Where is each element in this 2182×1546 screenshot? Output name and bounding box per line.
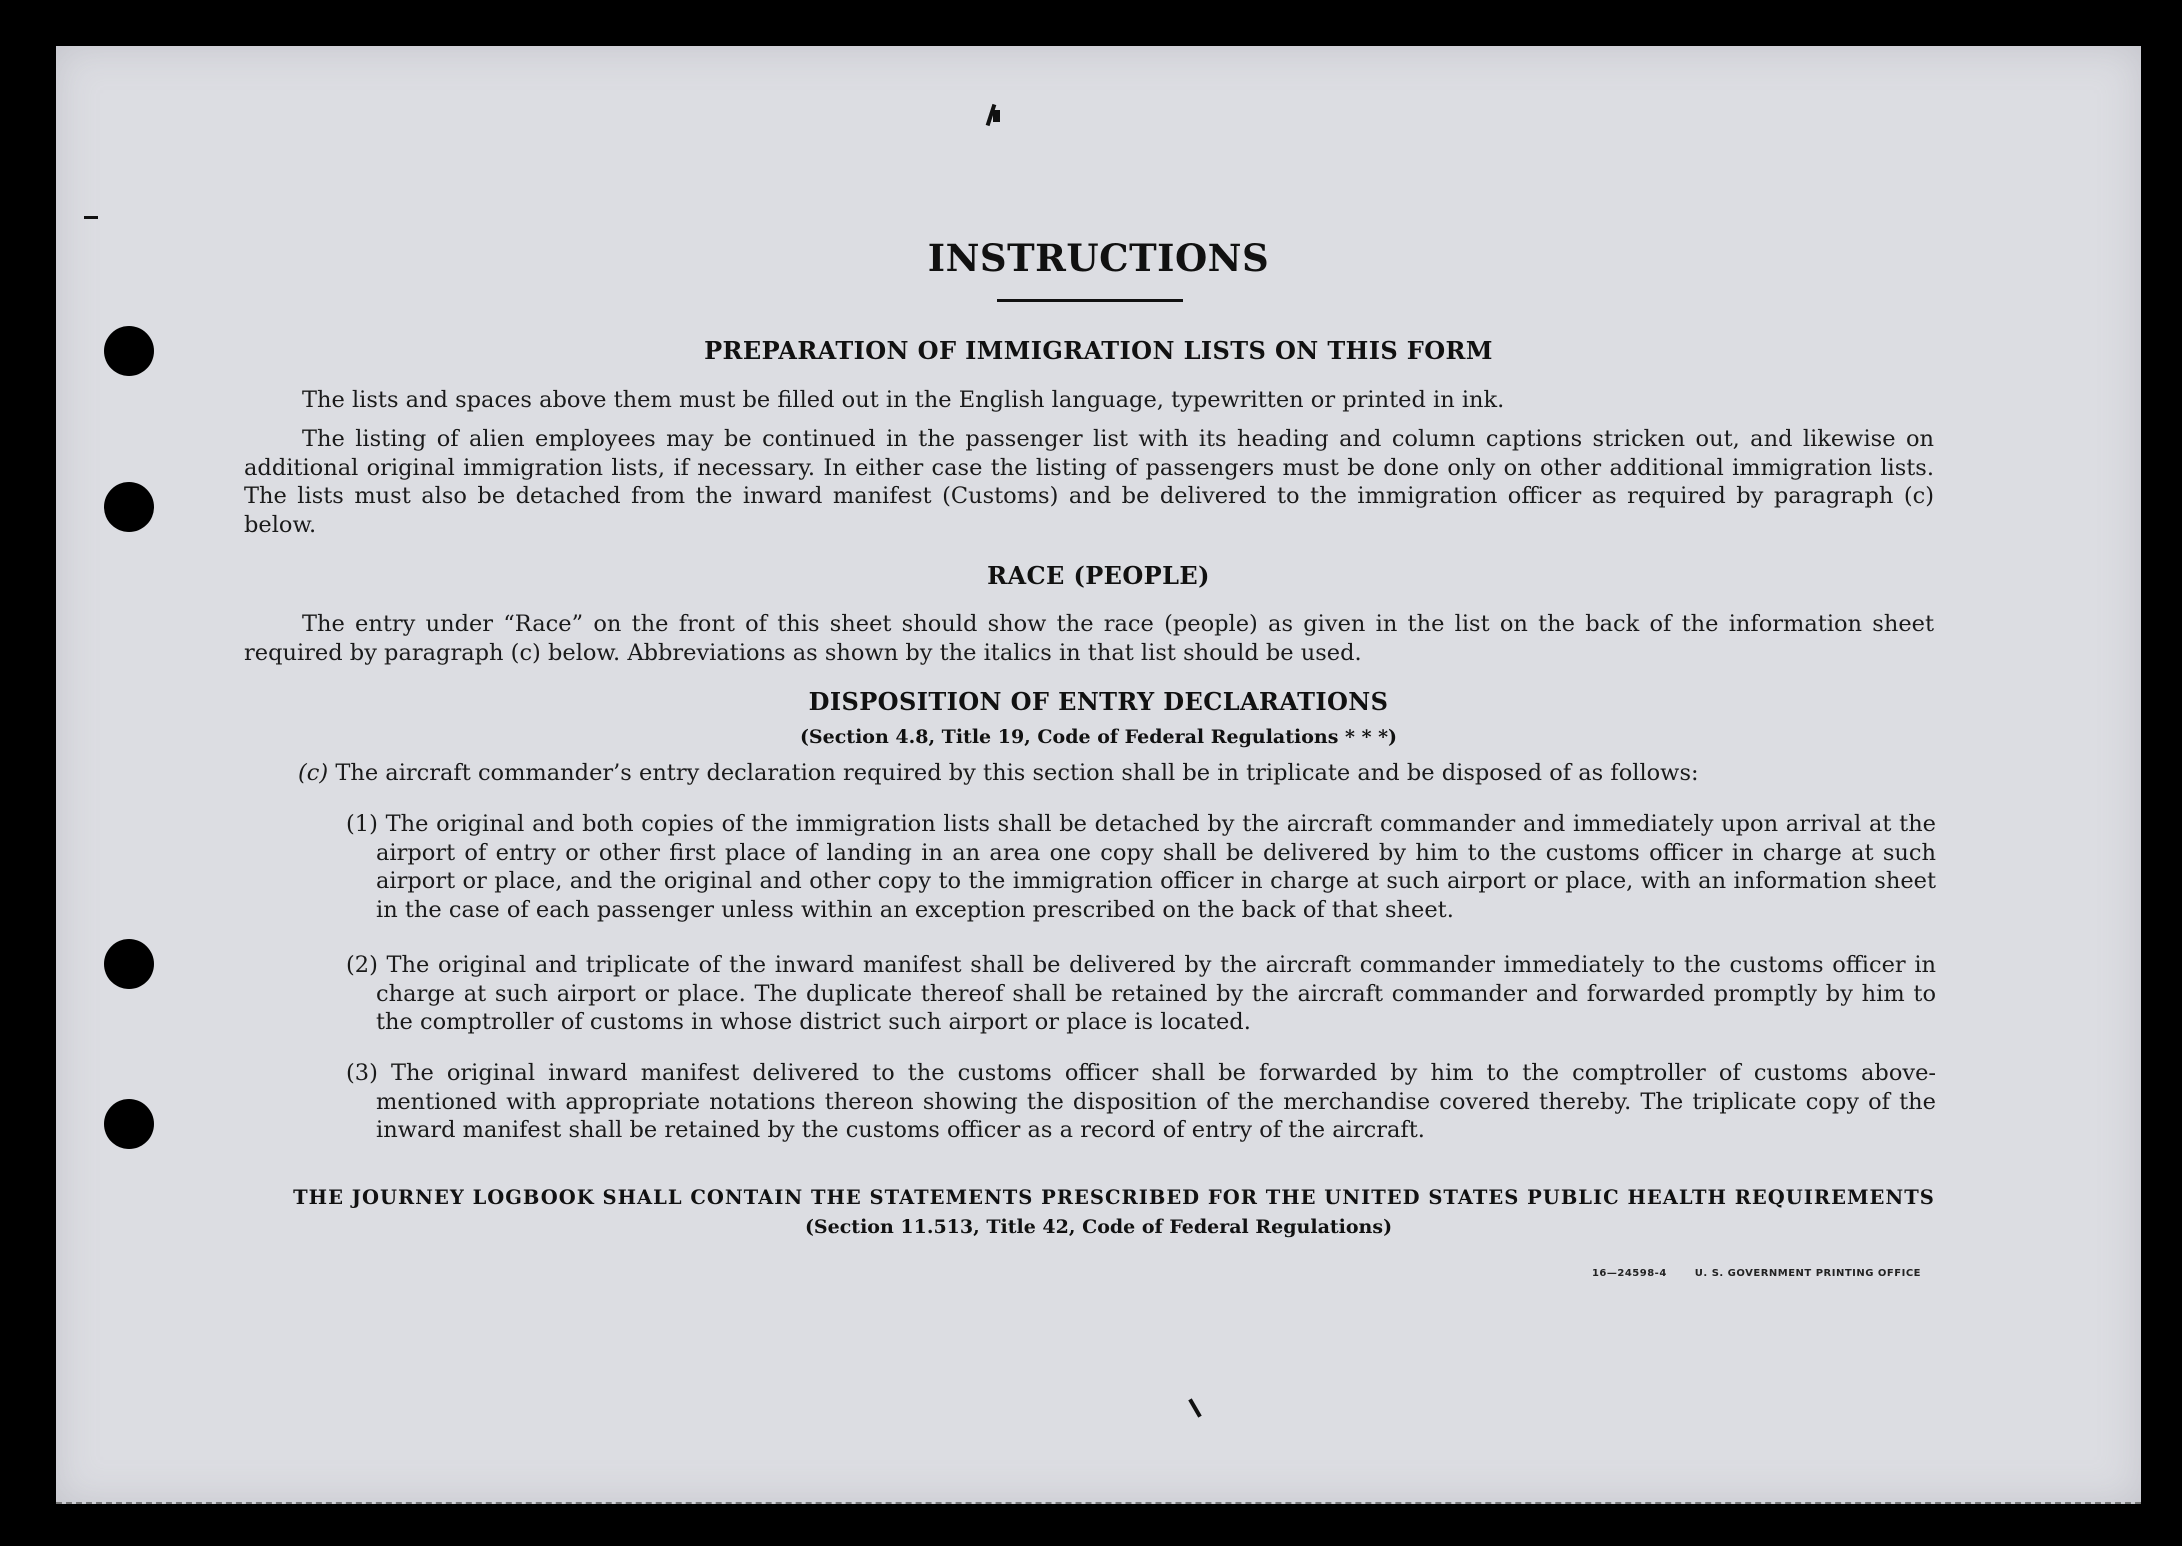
disposition-citation: (Section 4.8, Title 19, Code of Federal Regulations * * *) xyxy=(799,726,1398,748)
disposition-item-2-label: (2) xyxy=(346,952,378,978)
health-requirements-statement: THE JOURNEY LOGBOOK SHALL CONTAIN THE STATEMENTS PRESCRIBED FOR THE UNITED STATES PUBLIC HEALTH REQUIREMENTS xyxy=(293,1186,1935,1209)
preparation-paragraph-1 xyxy=(244,386,1934,415)
preparation-paragraph-1-text: The lists and spaces above them must be filled out in the English language, typewritten or printed in ink. xyxy=(302,387,1505,413)
preparation-paragraph-2 xyxy=(244,425,1934,539)
disposition-heading: DISPOSITION OF ENTRY DECLARATIONS xyxy=(808,687,1389,716)
punch-hole xyxy=(104,482,154,532)
preparation-paragraph-2-text: The listing of alien employees may be continued in the passenger list with its heading and column captions stricken out, and likewise on additional original immigration lists, if necessary. In either case the listing of passengers must be done only on other additional immigration lists. The lists must also be detached from the inward manifest (Customs) and be delivered to the immigration officer as required by paragraph (c) below. xyxy=(244,426,1934,538)
disposition-item-2-text: The original and triplicate of the inward manifest shall be delivered by the aircraft commander immediately to the customs officer in charge at such airport or place. The duplicate thereof shall be retained by the aircraft commander and forwarded promptly by him to the comptroller of customs in whose district such airport or place is located. xyxy=(376,952,1937,1035)
disposition-item-3-text: The original inward manifest delivered to the customs officer shall be forwarded by him to the comptroller of customs above-mentioned with appropriate notations thereon showing the disposition of the merchandise covered thereby. The triplicate copy of the inward manifest shall be retained by the customs officer as a record of entry of the aircraft. xyxy=(376,1060,1936,1143)
form-number: 16—24598‑4 xyxy=(1591,1268,1667,1279)
disposition-intro-text: The aircraft commander’s entry declaration required by this section shall be in triplicate and be disposed of as follows: xyxy=(335,760,1699,786)
printer-imprint xyxy=(1592,1268,1921,1279)
disposition-intro xyxy=(298,759,1934,788)
health-requirements-citation: (Section 11.513, Title 42, Code of Federal Regulations) xyxy=(804,1216,1393,1238)
race-paragraph xyxy=(244,610,1934,667)
race-heading: RACE (PEOPLE) xyxy=(987,561,1210,590)
scan-speck xyxy=(1188,1398,1201,1417)
printer-name: U. S. GOVERNMENT PRINTING OFFICE xyxy=(1694,1268,1921,1279)
race-paragraph-text: The entry under “Race” on the front of this sheet should show the race (people) as given in the list on the back of the information sheet required by paragraph (c) below. Abbreviations as shown by the italics in that list should be used. xyxy=(244,611,1934,666)
punch-hole xyxy=(104,1099,154,1149)
disposition-intro-label: (c) xyxy=(298,760,329,786)
disposition-item-2 xyxy=(346,951,1936,1037)
preparation-heading: PREPARATION OF IMMIGRATION LISTS ON THIS FORM xyxy=(704,336,1493,365)
disposition-item-1-label: (1) xyxy=(346,811,378,837)
scan-speck xyxy=(84,216,98,219)
title-underline xyxy=(997,299,1183,302)
document-sheet xyxy=(56,46,2141,1504)
disposition-item-3-label: (3) xyxy=(346,1060,378,1086)
disposition-item-3 xyxy=(346,1059,1936,1145)
disposition-item-1-text: The original and both copies of the immigration lists shall be detached by the aircraft commander and immediately upon arrival at the airport of entry or other first place of landing in an area one copy shall be delivered by him to the customs officer in charge at such airport or place, and the original and other copy to the immigration officer in charge at such airport or place, with an information sheet in the case of each passenger unless within an exception prescribed on the back of that sheet. xyxy=(376,811,1936,923)
page-title: INSTRUCTIONS xyxy=(927,236,1270,280)
disposition-item-1 xyxy=(346,810,1936,924)
punch-hole xyxy=(104,939,154,989)
perforated-edge xyxy=(56,1496,2141,1504)
